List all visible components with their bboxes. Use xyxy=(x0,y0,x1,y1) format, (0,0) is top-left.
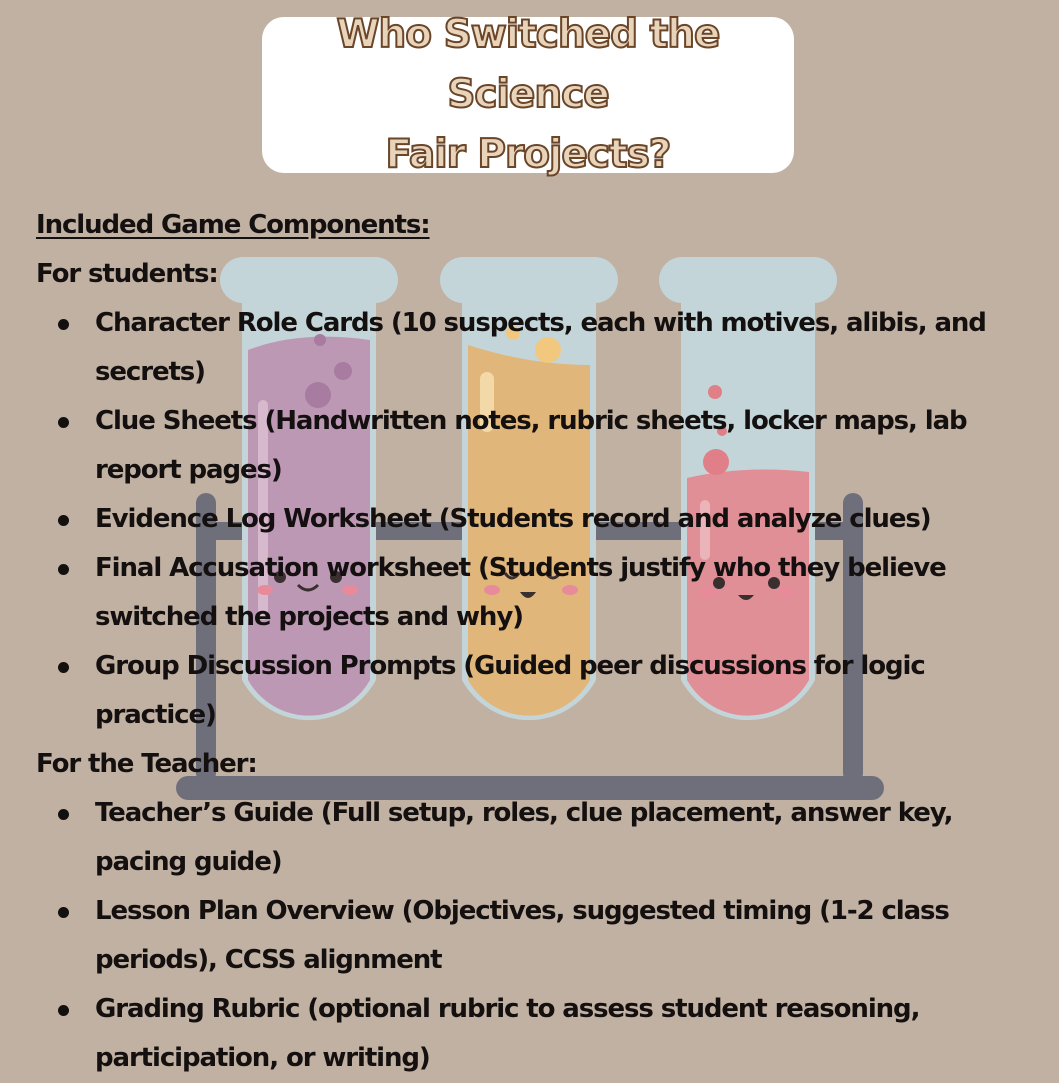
list-item: Clue Sheets (Handwritten notes, rubric sheets, locker maps, lab report pages) xyxy=(36,397,1046,495)
teacher-label: For the Teacher: xyxy=(36,749,257,779)
components-section xyxy=(36,201,1046,1083)
students-label: For students: xyxy=(36,259,218,289)
title-line-2: Fair Projects? xyxy=(385,132,671,177)
list-item: Group Discussion Prompts (Guided peer discussions for logic practice) xyxy=(36,642,1046,740)
list-item: Evidence Log Worksheet (Students record and analyze clues) xyxy=(36,495,1046,544)
list-item: Teacher’s Guide (Full setup, roles, clue placement, answer key, pacing guide) xyxy=(36,789,1046,887)
teacher-list xyxy=(36,789,1046,1083)
title-card xyxy=(262,12,794,177)
page-title xyxy=(278,5,778,185)
list-item: Character Role Cards (10 suspects, each with motives, alibis, and secrets) xyxy=(36,299,1046,397)
students-list xyxy=(36,299,1046,740)
list-item: Final Accusation worksheet (Students justify who they believe switched the projects and why) xyxy=(36,544,1046,642)
title-line-1: Who Switched the Science xyxy=(336,12,720,117)
components-heading: Included Game Components: xyxy=(36,210,430,240)
list-item: Grading Rubric (optional rubric to assess student reasoning, participation, or writing) xyxy=(36,985,1046,1083)
list-item: Lesson Plan Overview (Objectives, suggested timing (1-2 class periods), CCSS alignment xyxy=(36,887,1046,985)
